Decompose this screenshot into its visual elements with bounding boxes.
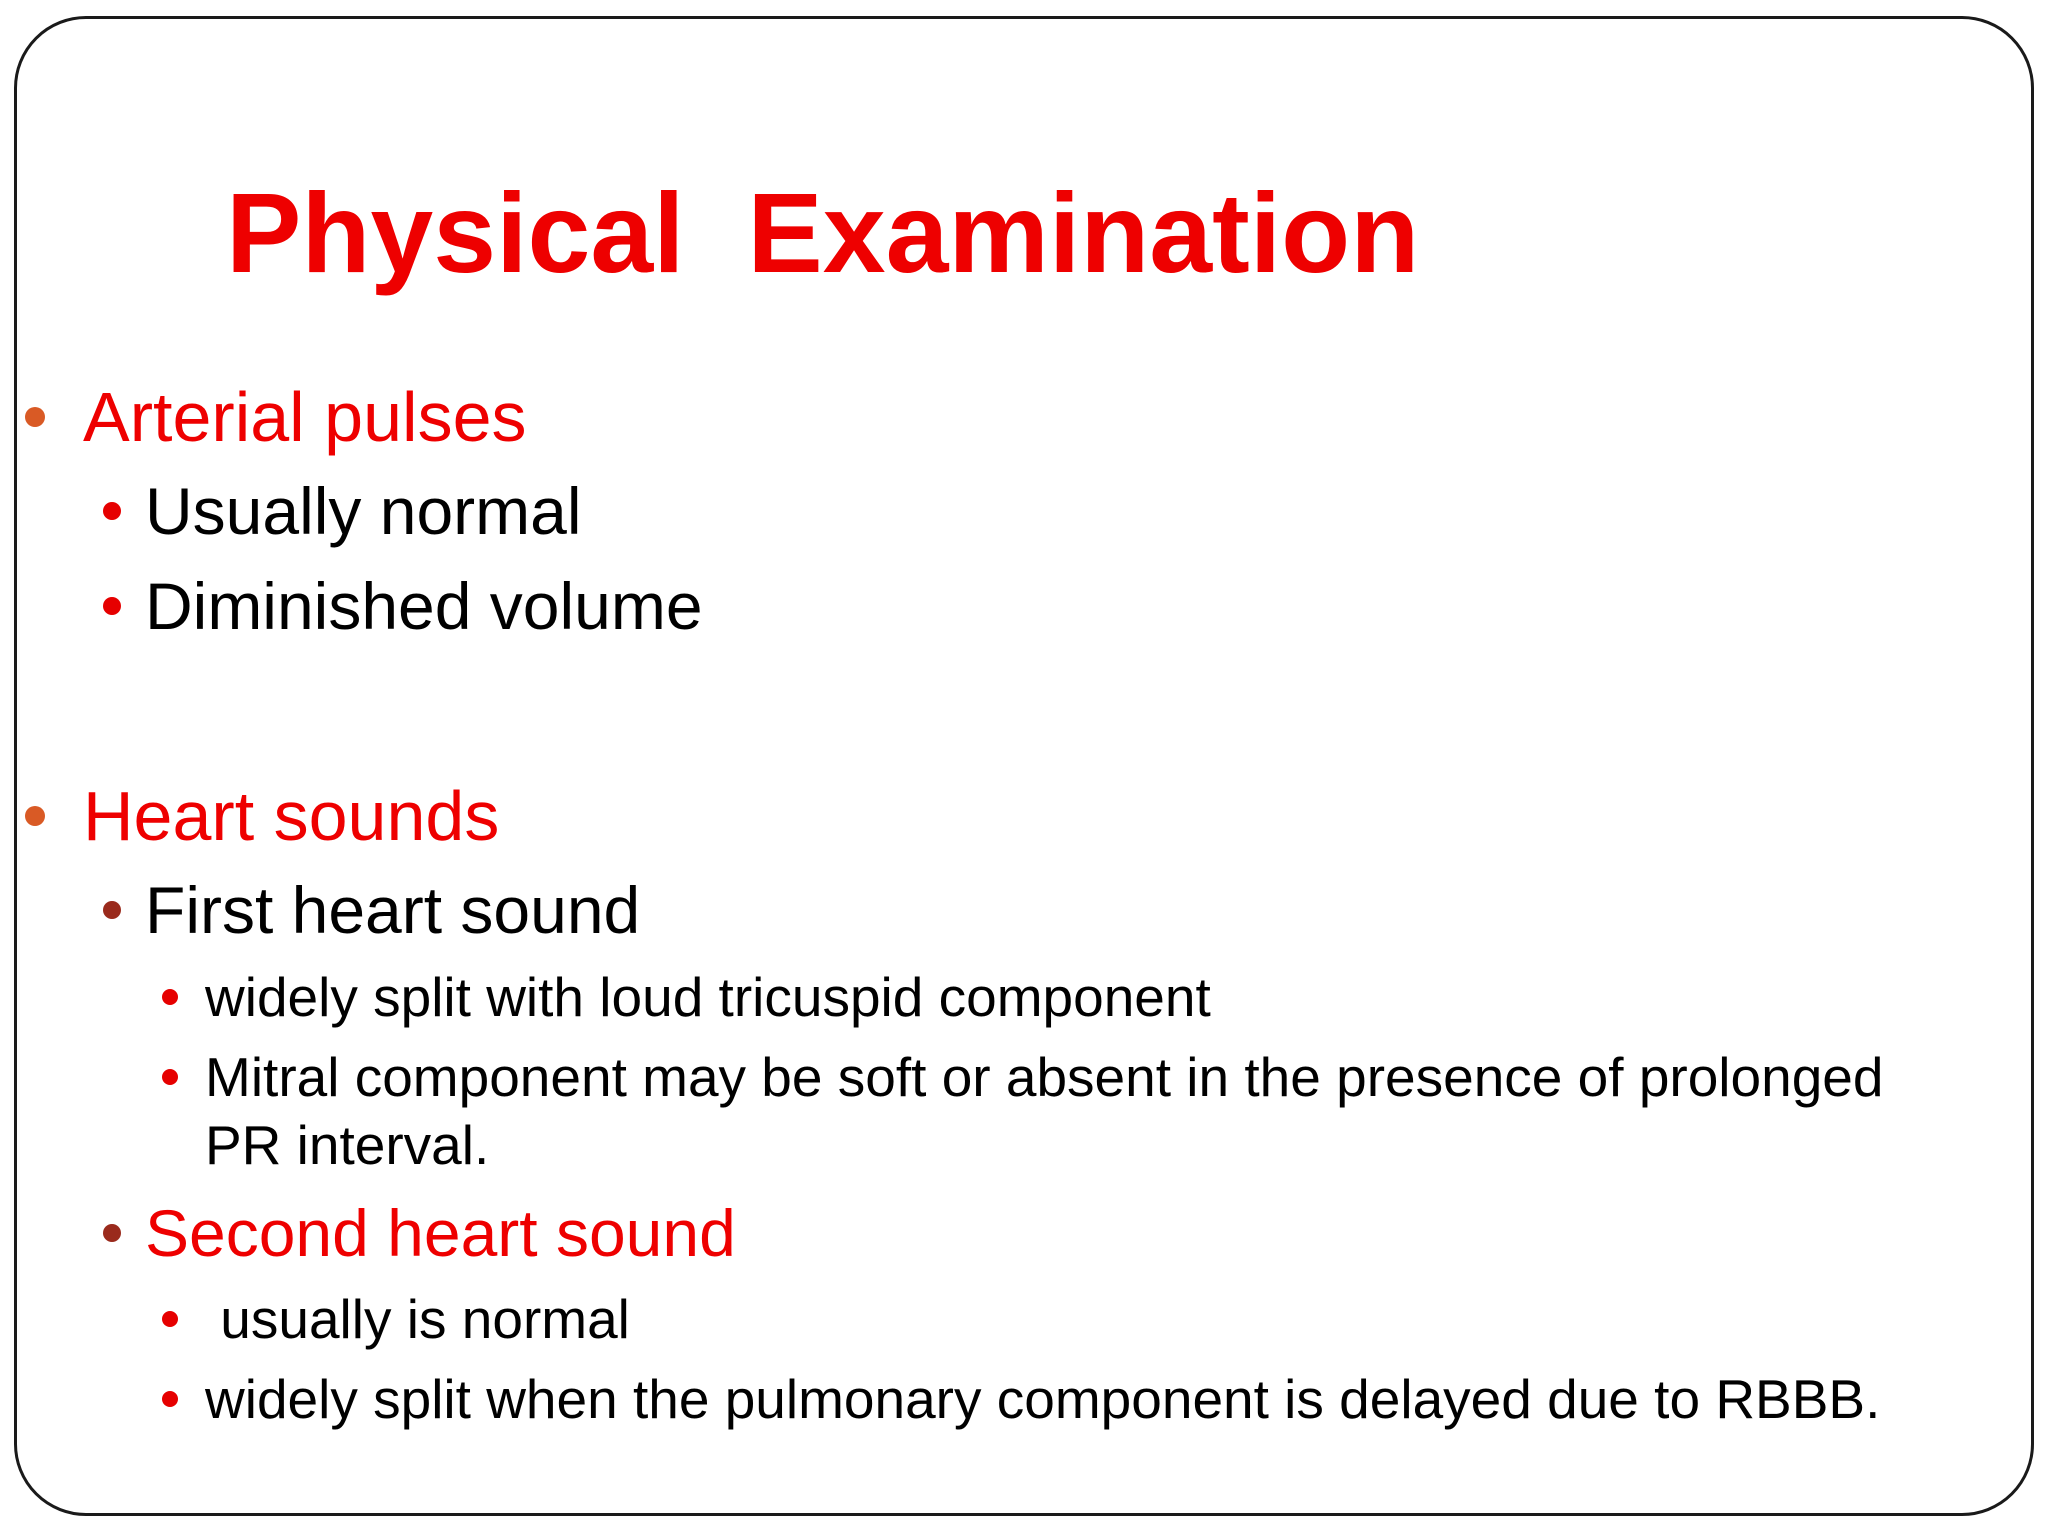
subsection-label: First heart sound	[145, 873, 641, 947]
list-item-mitral-component	[205, 1046, 1884, 1108]
subsection-first-heart-sound	[145, 873, 641, 947]
list-item-label: widely split when the pulmonary component is delayed due to RBBB.	[205, 1368, 1881, 1430]
section-heading-arterial-pulses	[83, 378, 527, 456]
subsection-second-heart-sound	[145, 1196, 736, 1270]
subsection-label: Second heart sound	[145, 1196, 736, 1270]
list-item-usually-is-normal	[205, 1288, 630, 1350]
list-item-label: Diminished volume	[145, 569, 703, 643]
bullet-icon	[103, 502, 121, 520]
bullet-icon	[162, 1311, 178, 1327]
bullet-icon	[162, 1391, 178, 1407]
slide-title: Physical Examination	[226, 170, 1420, 296]
list-item-label: usually is normal	[205, 1288, 630, 1350]
list-item-label: Mitral component may be soft or absent in the presence of prolonged	[205, 1046, 1884, 1108]
list-item-label: widely split with loud tricuspid component	[205, 966, 1211, 1028]
bullet-icon	[162, 989, 178, 1005]
bullet-icon	[25, 407, 45, 427]
section-heading-label: Heart sounds	[83, 777, 500, 855]
list-item-usually-normal	[145, 474, 582, 548]
bullet-icon	[103, 597, 121, 615]
list-item-continuation: PR interval.	[205, 1114, 490, 1176]
bullet-icon	[103, 901, 121, 919]
bullet-icon	[25, 806, 45, 826]
list-item-diminished-volume	[145, 569, 703, 643]
section-heading-label: Arterial pulses	[83, 378, 527, 456]
section-heading-heart-sounds	[83, 777, 500, 855]
bullet-icon	[103, 1224, 121, 1242]
list-item-widely-split-loud-tricuspid	[205, 966, 1211, 1028]
list-item-widely-split-rbbb	[205, 1368, 1881, 1430]
list-item-label: Usually normal	[145, 474, 582, 548]
bullet-icon	[162, 1069, 178, 1085]
